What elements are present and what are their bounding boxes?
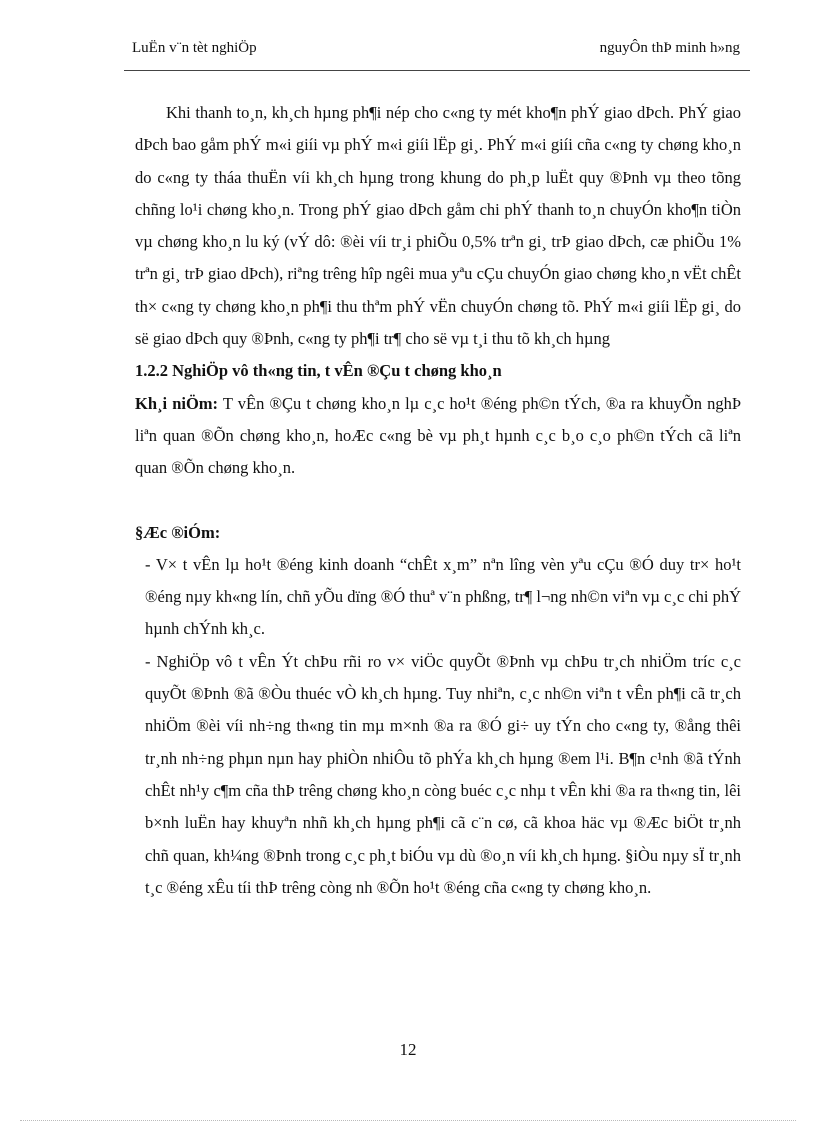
concept-text: T vÊn ®Çu t chøng kho¸n lµ c¸c ho¹t ®éng ph©n tÝch, ®a ra khuyÕn nghÞ liªn quan ®Õn chøng kho¸n, hoÆc c«ng bè vµ ph¸t hµnh c¸c b¸o c¸o ph©n tÝch cã liªn quan ®Õn chøng kho¸n.	[135, 393, 741, 478]
features-label: §Æc ®iÓm:	[135, 522, 221, 542]
page-header	[124, 36, 750, 71]
page-number: 12	[399, 1040, 417, 1059]
header-thesis-title: LuËn v¨n tèt nghiÖp	[132, 40, 257, 56]
fee-paragraph: Khi thanh to¸n, kh¸ch hµng ph¶i nép cho c«ng ty mét kho¶n phÝ giao dÞch. PhÝ giao dÞch bao gåm phÝ m«i giíi vµ phÝ m«i giíi lËp gi¸. PhÝ m«i giíi cña c«ng ty chøng kho¸n do c«ng ty tháa thuËn víi kh¸ch hµng trong khung do ph¸p luËt quy ®Þnh vµ theo tõng chñng lo¹i chøng kho¸n. Trong phÝ giao dÞch gåm chi phÝ thanh to¸n chuyÓn kho¶n tiÒn vµ chøng kho¸n lu ký (vÝ dô: ®èi víi tr¸i phiÕu 0,5% trªn gi¸ trÞ giao dÞch, cæ phiÕu 1% trªn gi¸ trÞ giao dÞch), riªng trêng hîp ngêi mua yªu cÇu chuyÓn giao chøng kho¸n vËt chÊt th× c«ng ty chøng kho¸n ph¶i thu thªm phÝ vËn chuyÓn chøng tõ. PhÝ m«i giíi lËp gi¸ do së giao dÞch quy ®Þnh, c«ng ty ph¶i tr¶ cho së vµ t¸i thu tõ kh¸ch hµng	[135, 103, 741, 349]
page-bottom-border	[20, 1120, 796, 1121]
feature-bullet-2: - NghiÖp vô t vÊn Ýt chÞu rñi ro v× viÖc quyÕt ®Þnh vµ chÞu tr¸ch nhiÖm tríc c¸c quyÕt ®Þnh ®ã ®Òu thuéc vÒ kh¸ch hµng. Tuy nhiªn, c¸c nh©n viªn t vÊn ph¶i cã tr¸ch nhiÖm ®èi víi nh÷ng th«ng tin mµ m×nh ®a ra ®Ó gi÷ uy tÝn cho c«ng ty, ®ång thêi tr¸nh nh÷ng phµn nµn hay phiÒn nhiÔu tõ phÝa kh¸ch hµng ®em l¹i. B¶n c¹nh ®ã tÝnh chÊt nh¹y c¶m cña thÞ trêng chøng kho¸n còng buéc c¸c nhµ t vÊn khi ®a ra th«ng tin, lêi b×nh luËn hay khuyªn nhñ kh¸ch hµng ph¶i cã c¨n cø, cã khoa häc vµ ®Æc biÖt tr¸nh chñ quan, kh¼ng ®Þnh trong c¸c ph¸t biÓu vµ dù ®o¸n víi kh¸ch hµng. §iÒu nµy sÏ tr¸nh t¸c ®éng xÊu tíi thÞ trêng còng nh ®Õn ho¹t ®éng cña c«ng ty chøng kho¸n.	[145, 651, 741, 897]
section-heading: 1.2.2 NghiÖp vô th«ng tin, t vÊn ®Çu t chøng kho¸n	[135, 361, 502, 381]
concept-paragraph	[135, 388, 741, 485]
feature-bullet-1: - V× t vÊn lµ ho¹t ®éng kinh doanh “chÊt x¸m” nªn lîng vèn yªu cÇu ®Ó duy tr× ho¹t ®éng nµy kh«ng lín, chñ yÕu dïng ®Ó thuª v¨n phßng, tr¶ l¬ng nh©n viªn vµ c¸c chi phÝ hµnh chÝnh kh¸c.	[145, 554, 741, 639]
page-content	[135, 97, 741, 904]
spacer	[135, 485, 741, 517]
header-author-name: nguyÔn thÞ minh h»ng	[599, 40, 740, 56]
concept-label: Kh¸i niÖm:	[135, 393, 219, 413]
